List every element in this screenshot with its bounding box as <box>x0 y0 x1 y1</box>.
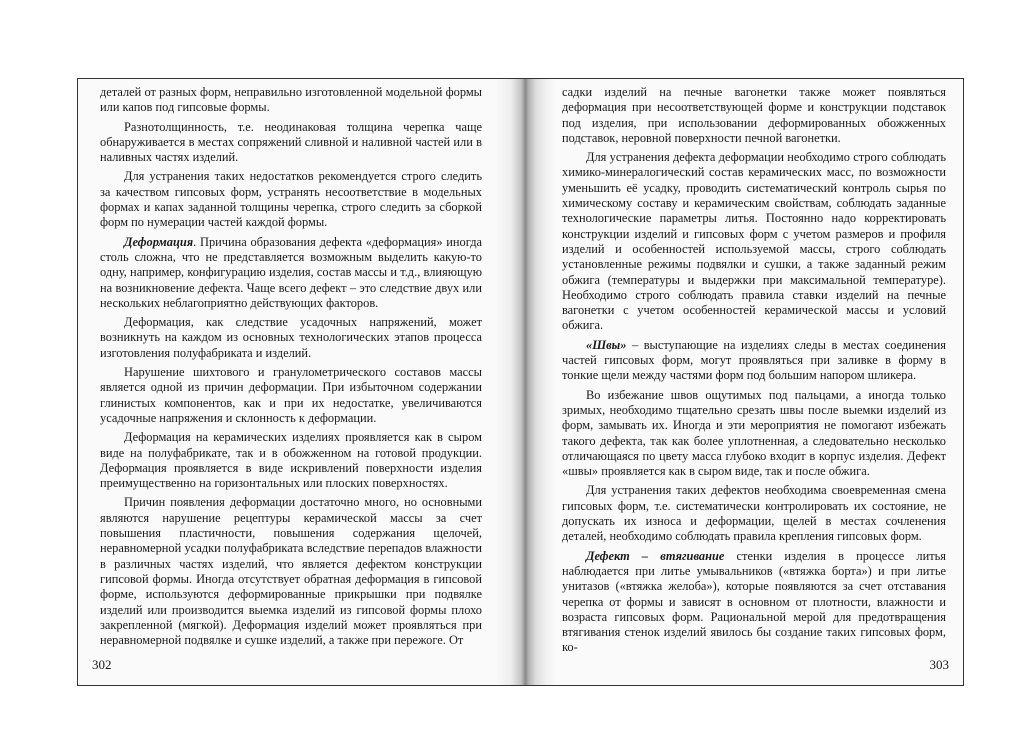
paragraph: Разнотолщинность, т.е. неодинаковая толщина черепка чаще обнаруживается в местах сопряжений сливной и наливной частей или в наливных частях изделий. <box>100 119 482 165</box>
right-page <box>562 85 946 656</box>
page-number: 303 <box>929 657 949 672</box>
left-page <box>100 85 482 648</box>
paragraph: Для устранения дефекта деформации необходимо строго соблюдать химико-минералогический состав керамических масс, по возможности уменьшить её усадку, проводить систематический контроль сырья по химическому составу и керамическим свойствам, соблюдать заданные технологические параметры литья. Постоянно надо корректировать конструкции изделий и гипсовых форм с учетом размеров и профиля изделий и особенностей используемой массы, строго соблюдать установленные режимы подвялки и сушки, а также заданный режим обжига (температуры и выдержки при максимальной температуре). Необходимо строго соблюдать правила ставки изделий на печные вагонетки с учетом особенностей керамической массы и условий обжига. <box>562 150 946 333</box>
paragraph: Для устранения таких недостатков рекомендуется строго следить за качеством гипсовых форм, устранять несоответствие в модельных формах и капах заданной толщины черепка, строго следить за сборкой форм по нумерации частей каждой формы. <box>100 169 482 230</box>
paragraph: садки изделий на печные вагонетки также может появляться деформация при несоответствующей форме и конструкции подставок под изделия, при использовании деформированных обожженных подставок, неровной поверхности печной вагонетки. <box>562 85 946 145</box>
paragraph: Причин появления деформации достаточно много, но основными являются нарушение рецептуры керамической массы за счет повышения пластичности, повышения содержания щелочей, неравномерной усадки полуфабриката вследствие перепадов влажности в различных частях изделий, что является дефектом конструкции гипсовой формы. Иногда отсутствует обратная деформация в гипсовой форме, используются деформированные прикрышки при подвялке изделий или производится выемка изделий из гипсовой формы плохо закрепленной (мягкой). Деформация изделий может проявляться при неравномерной подвялке и сушке изделий, а также при пережоге. От <box>100 495 482 648</box>
paragraph-text: стенки изделия в процессе литья наблюдается при литье умывальников («втяжка борта») и при литье унитазов («втяжка желоба»), которые появляются за счет отставания черепка от формы и зависят в основном от плотности, влажности и возраста гипсовых форм. Рациональной мерой для предотвращения втягивания стенок изделий явилось бы создание таких гипсовых форм, ко- <box>562 548 946 655</box>
page-number: 302 <box>92 657 112 672</box>
paragraph <box>562 549 946 656</box>
paragraph <box>100 235 482 311</box>
paragraph: Для устранения таких дефектов необходима своевременная смена гипсовых форм, т.е. систематически контролировать их состояние, не допускать их износа и деформации, щелей в местах сочленения деталей, необходимо соблюдать правила крепления гипсовых форм. <box>562 483 946 544</box>
paragraph: Нарушение шихтового и гранулометрического составов массы является одной из причин деформации. При избыточном содержании глинистых компонентов, как и при их недостатке, увеличиваются усадочные напряжения и склонность к деформации. <box>100 365 482 425</box>
paragraph-text: . Причина образования дефекта «деформация» иногда столь сложна, что не представляется возможным выделить какую-то одну, например, конфигурацию изделия, состав массы и т.д., влияющую на возникновение дефекта. Чаще всего дефект – это следствие двух или нескольких неблагоприятно действующих факторов. <box>100 234 482 310</box>
paragraph: Деформация на керамических изделиях проявляется как в сыром виде на полуфабрикате, так и в обожженном на готовой продукции. Деформация проявляется в виде искривлений поверхности изделия преимущественно на горизонтальных или плоских поверхностях. <box>100 430 482 491</box>
term: Деформация <box>124 234 194 249</box>
paragraph <box>562 338 946 384</box>
term: «Швы» <box>586 337 627 352</box>
paragraph-text: – выступающие на изделиях следы в местах соединения частей гипсовых форм, могут проявляться при заливке в форму в тонкие щели между частями форм под большим напором шликера. <box>562 337 946 383</box>
term: Дефект – втягивание <box>586 548 725 563</box>
paragraph: Во избежание швов ощутимых под пальцами, а иногда только зримых, необходимо тщательно срезать швы после выемки изделий из форм, замывать их. Иногда и эти мероприятия не помогают избежать такого дефекта, так как более уплотненная, а следовательно несколько отличающаяся по цвету масса глубоко входит в корпус изделия. Дефект «швы» проявляется как в сыром виде, так и после обжига. <box>562 387 946 479</box>
book-spine-shadow <box>496 79 556 685</box>
paragraph: деталей от разных форм, неправильно изготовленной модельной формы или капов под гипсовые формы. <box>100 85 482 115</box>
paragraph: Деформация, как следствие усадочных напряжений, может возникнуть на каждом из основных технологических этапов процесса изготовления полуфабриката и изделий. <box>100 315 482 360</box>
book-spread <box>77 78 964 686</box>
